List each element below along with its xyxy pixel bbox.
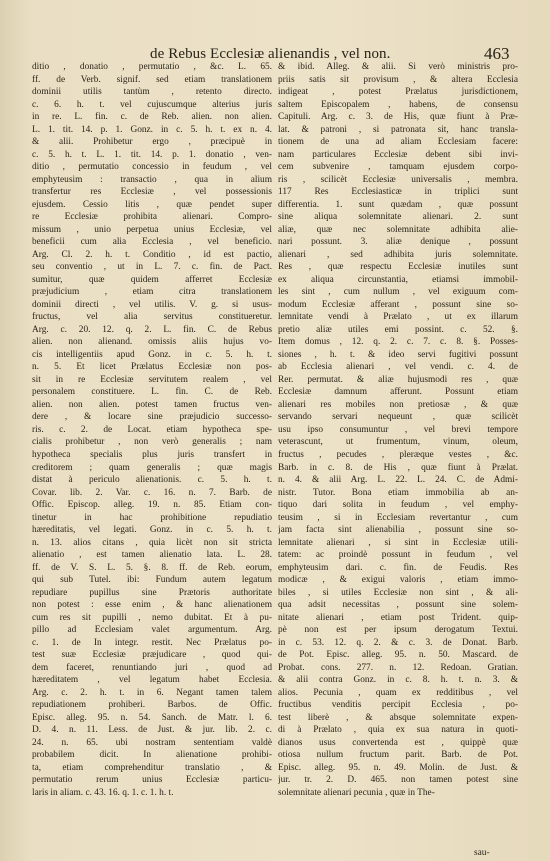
text-line: ris. c. 2. de Locat. etiam hypotheca spe- [32, 424, 272, 435]
text-line: pè non est per ipsum derogatum Textui. [278, 625, 518, 636]
text-line: nam particulares Ecclesiæ debent sibi invi- [278, 149, 518, 160]
text-line: c. 5. h. t. L. 1. tit. 14. p. 1. donatio , ven- [32, 149, 272, 160]
text-line: les sint , cum nullum , vel exiguum com- [278, 287, 518, 298]
running-title: de Rebus Ecclesiæ alienandis , vel non. [150, 46, 391, 62]
text-line: & alii contra Gonz. in c. 8. h. t. n. 3. & [278, 675, 518, 686]
text-line: alienari , sed adhibita juris solemnitate. [278, 249, 518, 260]
text-line: Rer. permutat. & aliæ hujusmodi res , quæ [278, 374, 518, 385]
text-line: cis intelligentiis apud Gonz. in c. 5. h. t. [32, 349, 272, 360]
text-line: priis satis sit provisum , & altera Ecclesia [278, 74, 518, 85]
text-line: qua adsit necessitas , possunt sine solem- [278, 600, 518, 611]
text-line: jam facta sint alienabilia , possunt sine so- [278, 525, 518, 536]
text-line: emphyteusim : transactio , qua in alium [32, 174, 272, 185]
text-line: L. 1. tit. 14. p. 1. Gonz. in c. 5. h. t. ex n. 4. [32, 124, 272, 135]
text-line: Res , quæ respectu Ecclesiæ inutiles sunt [278, 262, 518, 273]
text-line: hypotheca specialis plus juris transfert in [32, 449, 272, 460]
text-line: cem subvenire , tamquam ejusdem corpo- [278, 162, 518, 173]
text-line: c. 1. de In integr. restit. Nec Prælatus po- [32, 637, 272, 648]
text-line: modum Ecclesiæ afferant , possunt sine so- [278, 299, 518, 310]
text-line: test liberè , & absque solemnitate expen- [278, 712, 518, 723]
text-line: non potest : esse enim , & hanc alienationem [32, 600, 272, 611]
text-line: Episc. alleg. 95. n. 54. Sanch. de Matr. l. 6. [32, 712, 272, 723]
text-line: ditio , permutatio concessio in feudum , vel [32, 162, 272, 173]
text-line: servando servari nequeunt , quæ scilicèt [278, 412, 518, 423]
text-line: ta, etiam comprehenditur translatio , & [32, 762, 272, 773]
text-line: & alii. Prohibetur ergo , præcipuè in [32, 137, 272, 148]
text-line: in c. 53. 12. q. 2. & c. 3. de Donat. Barb. [278, 637, 518, 648]
text-line: Arg. c. 2. h. t. in 6. Negant tamen talem [32, 687, 272, 698]
text-line: usu ipso consumuntur , vel brevi tempore [278, 424, 518, 435]
text-line: transfertur res Ecclesiæ , vel possessionis [32, 187, 272, 198]
text-line: 24. n. 65. ubi nostram sententiam valdè [32, 737, 272, 748]
text-line: fructus , pecudes , pleræque vestes , &c. [278, 449, 518, 460]
text-line: differentia. 1. sunt quædam , quæ possunt [278, 199, 518, 210]
text-line: alienatio , est tamen alienatio lata. L. 28. [32, 550, 272, 561]
text-line: re Ecclesiæ prohibita alienari. Compro- [32, 212, 272, 223]
text-line: lemnitate alienari , si sint in Ecclesiæ utili- [278, 537, 518, 548]
text-line: teusim , si in Ecclesiam revertantur , cum [278, 512, 518, 523]
text-line: pretio aliæ utiles emi possint. c. 52. §. [278, 324, 518, 335]
text-line: nari possunt. 3. aliæ denique , possunt [278, 237, 518, 248]
text-line: Arg. Cl. 2. h. t. Conditio , id est pactio, [32, 249, 272, 260]
text-line: alios. Pecunia , quam ex redditibus , vel [278, 687, 518, 698]
text-line: lat. & patroni , si patronata sit, hanc transla- [278, 124, 518, 135]
text-line: jur. tr. 2. D. 465. non tamen potest sine [278, 775, 518, 786]
text-line: solemnitate alienari pecunia , quæ in The- [278, 787, 435, 798]
text-line: Barb. in c. 8. de His , quæ fiunt à Prælat. [278, 462, 518, 473]
text-line: tiquo dari solita in feudum , vel emphy- [278, 500, 518, 511]
text-line: ab Ecclesia alienari , vel vendi. c. 4. de [278, 362, 518, 373]
text-line: fructibus venditis percipit Ecclesia , po- [278, 700, 518, 711]
text-line: Item domus , 12. q. 2. c. 7. c. 8. §. Posses- [278, 337, 518, 348]
text-line: distat à periculo alienationis. c. 5. h. t. [32, 475, 272, 486]
text-line: tionem de una ad aliam Ecclesiam facere: [278, 137, 518, 148]
text-line: emphyteusim dari. c. fin. de Feudis. Res [278, 562, 518, 573]
text-line: dem faceret, renuntiando juri , quod ad [32, 662, 272, 673]
text-line: beneficii cum alia Ecclesia , vel beneficio. [32, 237, 272, 248]
text-line: cialis prohibetur , non verò generalis ; nam [32, 437, 272, 448]
text-line: fructus, vel alia servitus constitueretur. [32, 312, 272, 323]
text-line: ff. de Verb. signif. sed etiam translationem [32, 74, 272, 85]
text-line: alien. non alien. potest tamen fructus ven- [32, 399, 272, 410]
text-line: 117 Res Ecclesiasticæ in triplici sunt [278, 187, 518, 198]
text-line: ditio , donatio , permutatio , &c. L. 65. [32, 62, 272, 72]
text-line: tatem: ac proindè possunt in feudum , vel [278, 550, 518, 561]
text-line: Offic. Episcop. alleg. 19. n. 85. Etiam con- [32, 500, 272, 511]
text-line: laris in aliam. c. 43. 16. q. 1. c. 1. h. t. [32, 787, 174, 798]
text-line: pillo ad Ecclesiam valet argumentum. Arg. [32, 625, 272, 636]
text-line: nitate alienari , etiam post Trident. quip- [278, 612, 518, 623]
text-line: modicæ , & exigui valoris , etiam immo- [278, 575, 518, 586]
text-line: & ibid. Alleg. & alii. Si verò ministris pro- [278, 62, 518, 72]
text-line: c. 6. h. t. vel cujuscumque alterius juris [32, 99, 272, 110]
text-line: indigeat , potest Prælatus jurisdictionem, [278, 87, 518, 98]
text-line: nistr. Tutor. Bona etiam immobilia ab an- [278, 487, 518, 498]
text-line: di à Prælato , quia ex sua natura in quoti- [278, 725, 518, 736]
text-line: ex aliqua circunstantia, etiamsi immobil- [278, 274, 518, 285]
text-line: saltem Episcopalem , habens, de consensu [278, 99, 518, 110]
text-line: Ecclesiæ damnum afferunt. Possunt etiam [278, 387, 518, 398]
right-column [278, 61, 518, 799]
text-line: dominii utilis tantùm , retento directo. [32, 87, 272, 98]
text-line: Capituli. Arg. c. 3. de His, quæ fiunt à Præ- [278, 112, 518, 123]
text-line: de Pot. Episc. alleg. 95. n. 50. Mascard. de [278, 650, 518, 661]
text-line: ff. de V. S. L. 5. §. 8. ff. de Reb. eorum, [32, 562, 272, 573]
text-line: dianos usus convertenda est , quippè quæ [278, 737, 518, 748]
text-line: otiosa nullum fructum parit. Barb. de Pot. [278, 750, 518, 761]
text-line: sit in re Ecclesiæ servitutem realem , vel [32, 374, 272, 385]
text-line: n. 13. alios citans , quia licèt non sit stricta [32, 537, 272, 548]
text-line: biles , si utiles Ecclesiæ non sint , & ali- [278, 587, 518, 598]
text-line: præjudicium , etiam citra translationem [32, 287, 272, 298]
text-line: n. 5. Et licet Prælatus Ecclesiæ non pos- [32, 362, 272, 373]
text-line: ejusdem. Cessio litis , quæ pendet super [32, 199, 272, 210]
text-line: creditorem ; quam generalis ; quæ magis [32, 462, 272, 473]
text-line: aliæ, quæ nec solemnitate adhibita alie- [278, 224, 518, 235]
text-line: permutatio rerum unius Ecclesiæ particu- [32, 775, 272, 786]
text-line: in re. L. fin. c. de Reb. alien. non alien. [32, 112, 272, 123]
text-line: ris , scilicèt Ecclesiæ universalis , membra. [278, 174, 518, 185]
text-line: personalem constituere. L. fin. C. de Reb. [32, 387, 272, 398]
page-number: 463 [484, 44, 510, 63]
text-line: probabilem dicit. In alienatione prohibi- [32, 750, 272, 761]
text-line: test suæ Ecclesiæ præjudicare , quod qui- [32, 650, 272, 661]
text-line: repudiare pupillus sine Prætoris authoritate [32, 587, 272, 598]
catchword: sau- [474, 848, 490, 858]
text-line: D. 4. n. 11. Less. de Just. & jur. lib. 2. c. [32, 725, 272, 736]
text-line: dere , & locare sine præjudicio successo- [32, 412, 272, 423]
text-line: alien. non alienand. omissis aliis hujus vo- [32, 337, 272, 348]
text-line: repudiationem prohiberi. Barbos. de Offic. [32, 700, 272, 711]
text-line: tinetur in hac prohibitione repudiatio [32, 512, 272, 523]
text-line: Covar. lib. 2. Var. c. 16. n. 7. Barb. de [32, 487, 272, 498]
text-line: lemnitate vendi à Prælato , ut ex illarum [278, 312, 518, 323]
text-line: n. 4. & alii Arg. L. 22. L. 24. C. de Admi- [278, 475, 518, 486]
text-line: hæreditatis, vel legati. Gonz. in c. 5. h. t. [32, 525, 272, 536]
text-line: Episc. alleg. 95. n. 49. Molin. de Just. & [278, 762, 518, 773]
left-column [32, 61, 272, 799]
text-line: Probat. cons. 277. n. 12. Redoan. Gratian. [278, 662, 518, 673]
text-line: Arg. c. 20. 12. q. 2. L. fin. C. de Rebus [32, 324, 272, 335]
text-line: dominii directi , vel utilis. V. g. si usus- [32, 299, 272, 310]
text-line: cum res sit pupilli , nemo dubitat. Et à pu- [32, 612, 272, 623]
text-line: sine aliqua solemnitate alienari. 2. sunt [278, 212, 518, 223]
text-line: qui sub Tutel. ibi: Fundum autem legatum [32, 575, 272, 586]
text-line: hæreditatem , vel legatum habet Ecclesia. [32, 675, 272, 686]
text-line: seu conventio , ut in L. 7. c. fin. de Pact. [32, 262, 272, 273]
text-line: alienari res mobiles non pretiosæ , & quæ [278, 399, 518, 410]
text-line: veterascunt, ut frumentum, vinum, oleum, [278, 437, 518, 448]
text-line: missum , unio perpetua unius Ecclesiæ, vel [32, 224, 272, 235]
text-line: sumitur, quæ quidem afferret Ecclesiæ [32, 274, 272, 285]
text-line: siones , h. t. & ideo servi fugitivi possunt [278, 349, 518, 360]
